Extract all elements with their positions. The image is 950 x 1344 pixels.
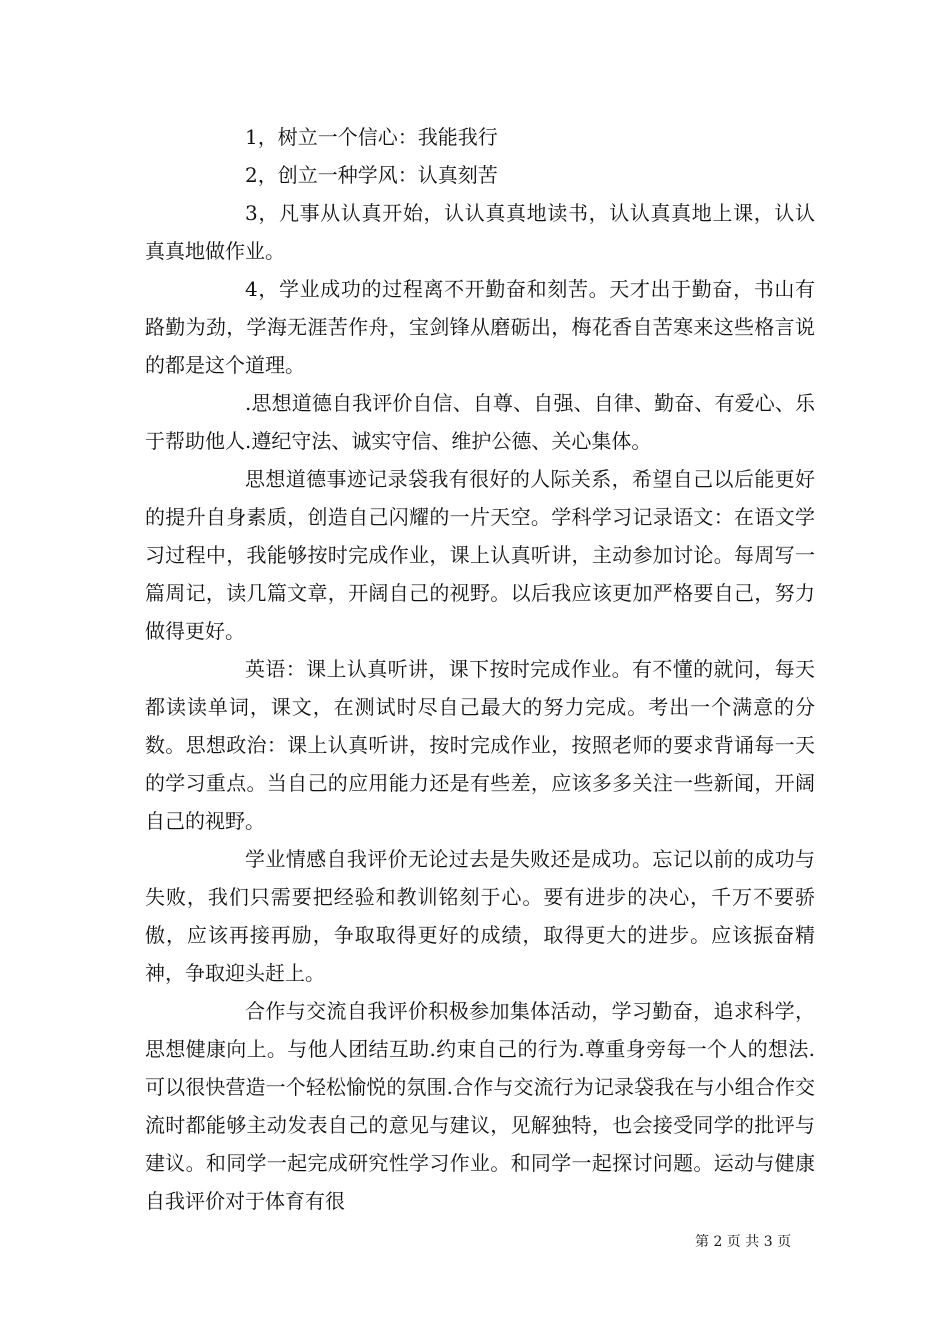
- document-body: [145, 118, 815, 1220]
- paragraph-learning-emotion: 学业情感自我评价无论过去是失败还是成功。忘记以前的成功与失败，我们只需要把经验和教训铭刻于心。要有进步的决心，千万不要骄傲，应该再接再励，争取取得更好的成绩，取得更大的进步。应该振奋精神，争取迎头赶上。: [145, 847, 815, 985]
- paragraph-moral-record: 思想道德事迹记录袋我有很好的人际关系，希望自己以后能更好的提升自身素质，创造自己闪耀的一片天空。学科学习记录语文：在语文学习过程中，我能够按时完成作业，课上认真听讲，主动参加讨论。每周写一篇周记，读几篇文章，开阔自己的视野。以后我应该更加严格要自己，努力做得更好。: [145, 467, 815, 643]
- list-item-1: 1，树立一个信心：我能我行: [245, 125, 498, 149]
- list-item-4: 4，学业成功的过程离不开勤奋和刻苦。天才出于勤奋，书山有路勤为劲，学海无涯苦作舟，宝剑锋从磨砺出，梅花香自苦寒来这些格言说的都是这个道理。: [145, 277, 815, 377]
- paragraph-english-politics: 英语：课上认真听讲，课下按时完成作业。有不懂的就问，每天都读读单词，课文，在测试时尽自己最大的努力完成。考出一个满意的分数。思想政治：课上认真听讲，按时完成作业，按照老师的要求背诵每一天的学习重点。当自己的应用能力还是有些差，应该多多关注一些新闻，开阔自己的视野。: [145, 657, 815, 833]
- list-item-2: 2，创立一种学风：认真刻苦: [245, 163, 498, 187]
- paragraph-cooperation: 合作与交流自我评价积极参加集体活动，学习勤奋，追求科学，思想健康向上。与他人团结互助.约束自己的行为.尊重身旁每一个人的想法.可以很快营造一个轻松愉悦的氛围.合作与交流行为记录袋我在与小组合作交流时都能够主动发表自己的意见与建议，见解独特，也会接受同学的批评与建议。和同学一起完成研究性学习作业。和同学一起探讨问题。运动与健康自我评价对于体育有很: [145, 999, 815, 1213]
- paragraph-moral-self-evaluation: .思想道德自我评价自信、自尊、自强、自律、勤奋、有爱心、乐于帮助他人.遵纪守法、诚实守信、维护公德、关心集体。: [145, 391, 815, 453]
- page-footer: 第 2 页 共 3 页: [695, 1234, 792, 1250]
- list-item-3: 3，凡事从认真开始，认认真真地读书，认认真真地上课，认认真真地做作业。: [145, 201, 815, 263]
